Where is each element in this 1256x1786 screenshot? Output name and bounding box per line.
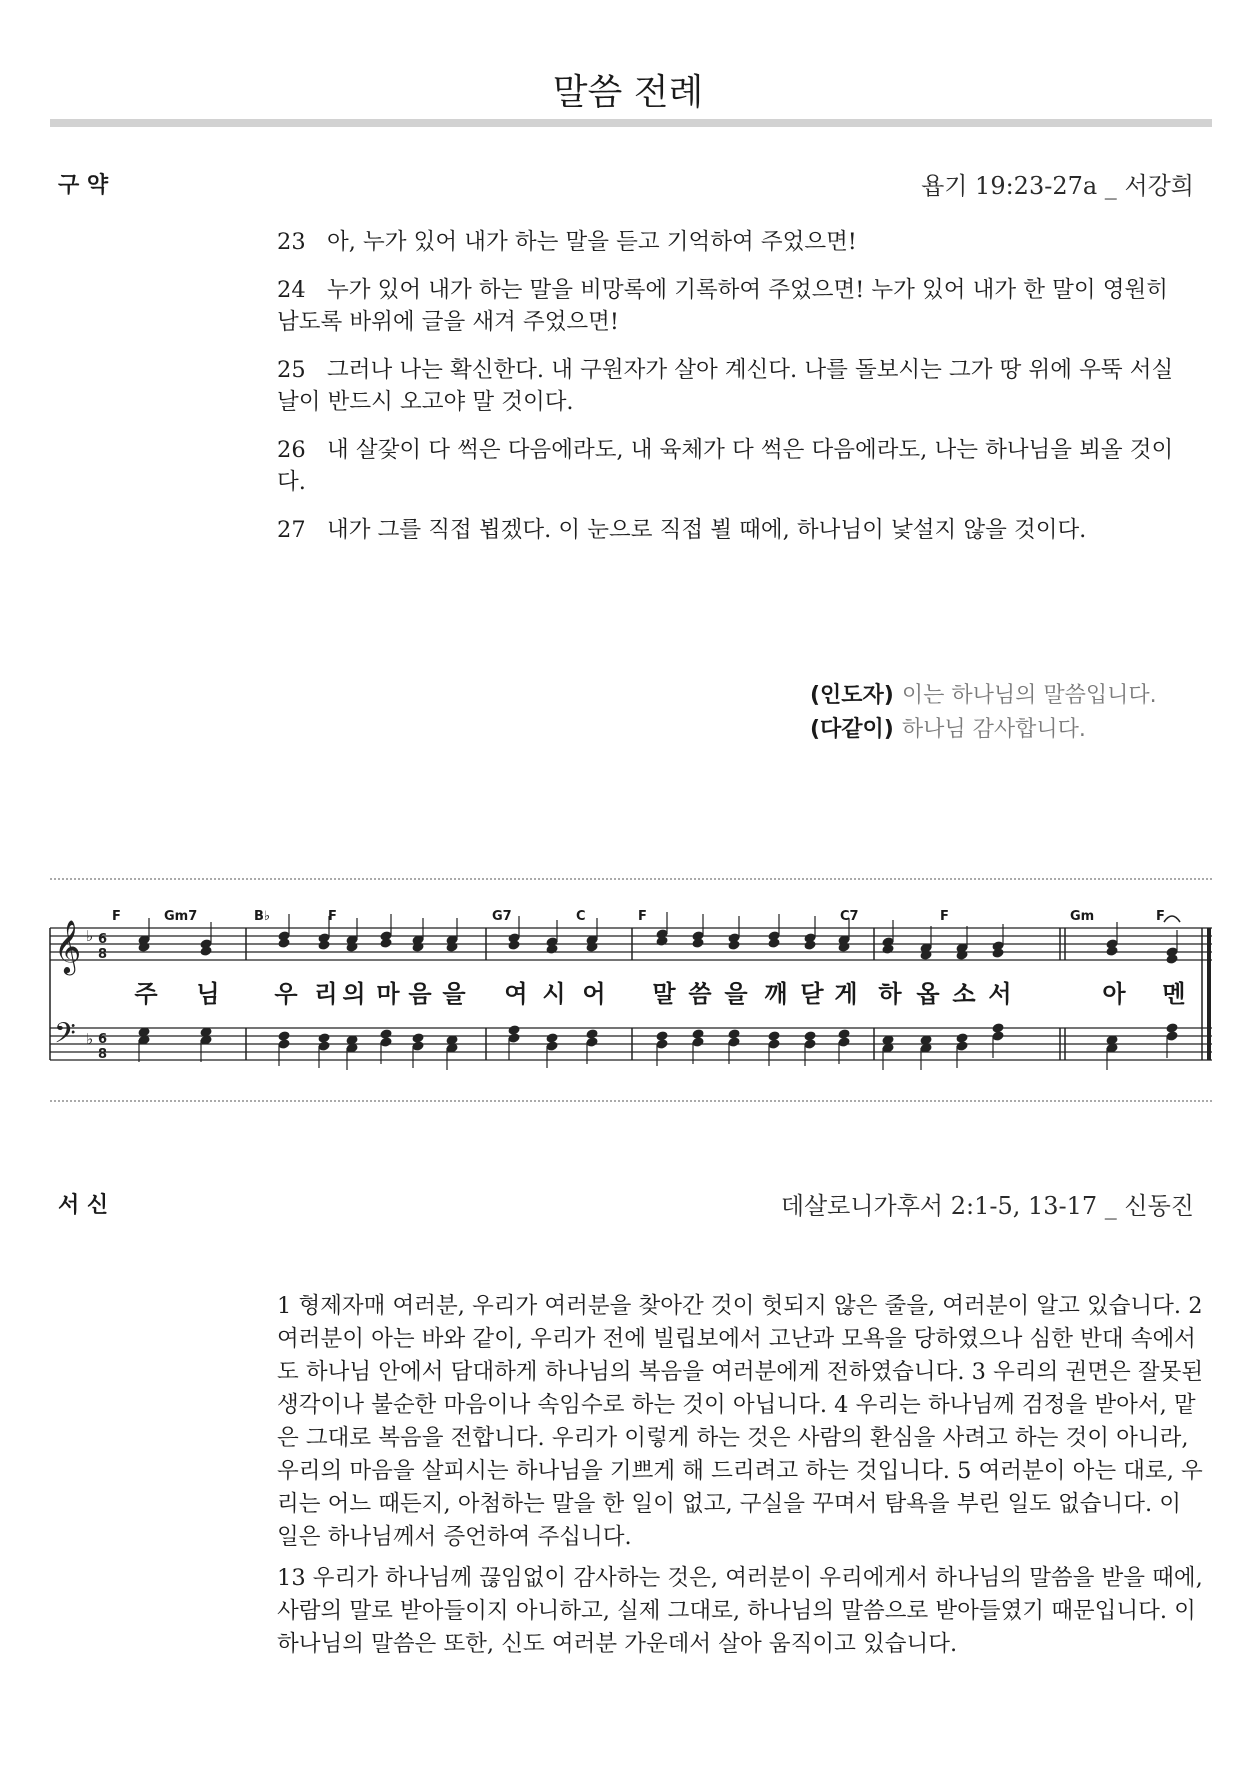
lyric-syllable: 여 <box>504 980 528 1008</box>
bass-key-signature-icon: ♭ <box>86 1030 94 1048</box>
lyric-syllable: 음 <box>408 980 432 1008</box>
chord-symbol: F <box>638 909 647 924</box>
dotted-divider <box>50 1100 1212 1102</box>
lyric-syllable: 주 <box>134 980 158 1008</box>
note-head <box>278 1031 290 1041</box>
verse <box>277 514 1193 546</box>
lyric-syllable: 을 <box>724 980 748 1008</box>
svg-text:8: 8 <box>98 947 108 962</box>
lyric-syllable: 시 <box>542 980 566 1008</box>
lyric-syllable: 말 <box>652 980 676 1008</box>
note-head <box>318 1041 330 1051</box>
chord-symbol: Gm <box>1070 909 1095 924</box>
verse-number: 25 <box>277 357 306 383</box>
title-divider <box>50 119 1212 127</box>
barlines <box>50 928 1209 1060</box>
lyric-syllable: 어 <box>582 980 606 1008</box>
leader-response <box>810 678 1157 709</box>
verse-text: 아, 누가 있어 내가 하는 말을 듣고 기억하여 주었으면! <box>327 229 857 255</box>
verse-text: 그러나 나는 확신한다. 내 구원자가 살아 계신다. 나를 돌보시는 그가 땅 위에 우뚝 서실 날이 반드시 오고야 말 것이다. <box>277 357 1174 415</box>
verse-number: 27 <box>277 517 306 543</box>
page-title: 말씀 전례 <box>552 72 704 113</box>
verse-number: 26 <box>277 437 306 463</box>
verse-number: 23 <box>277 229 306 255</box>
epistle-reference: 데살로니가후서 2:1-5, 13-17 _ 신동진 <box>780 1192 1194 1220</box>
old-testament-verses <box>277 226 1193 562</box>
chord-symbol: G7 <box>492 909 512 924</box>
music-score <box>46 898 1222 1088</box>
verse-text: 누가 있어 내가 하는 말을 비망록에 기록하여 주었으면! 누가 있어 내가 한 말이 영원히 남도록 바위에 글을 새겨 주었으면! <box>277 277 1169 335</box>
congregation-label: (다같이) <box>810 717 894 742</box>
note-head <box>728 1029 740 1039</box>
verse <box>277 354 1193 418</box>
note-head <box>412 1033 424 1043</box>
note-head <box>1166 1031 1178 1041</box>
treble-key-signature-icon: ♭ <box>86 927 94 945</box>
note-head <box>380 1029 392 1039</box>
svg-text:6: 6 <box>98 932 108 947</box>
note-head <box>1166 1023 1178 1033</box>
dotted-divider <box>50 878 1212 880</box>
treble-clef-icon: 𝄞 <box>54 919 82 973</box>
fermata-icon <box>1164 916 1180 922</box>
leader-text: 이는 하나님의 말씀입니다. <box>901 683 1157 708</box>
note-head <box>768 1031 780 1041</box>
congregation-text: 하나님 감사합니다. <box>901 717 1086 742</box>
note-head <box>838 1029 850 1039</box>
note-head <box>838 1037 850 1047</box>
chord-symbols <box>112 909 1165 924</box>
old-testament-label: 구 약 <box>58 173 109 198</box>
note-head <box>508 1025 520 1035</box>
chord-symbol: F <box>1156 909 1165 924</box>
note-head <box>956 1033 968 1043</box>
verse <box>277 434 1193 498</box>
lyric-syllable: 의 <box>342 980 366 1008</box>
lyric-syllable: 서 <box>988 980 1012 1008</box>
note-head <box>728 1037 740 1047</box>
lyric-syllable: 님 <box>196 980 220 1008</box>
congregation-response <box>810 712 1086 743</box>
lyric-syllable: 마 <box>376 980 400 1008</box>
note-head <box>992 1031 1004 1041</box>
lyric-syllable: 우 <box>274 980 298 1008</box>
lyric-syllable: 깨 <box>764 980 788 1008</box>
old-testament-reference: 욥기 19:23-27a _ 서강희 <box>921 172 1194 200</box>
bass-clef-icon: 𝄢 <box>54 1017 76 1057</box>
lyric-syllable: 하 <box>878 980 902 1008</box>
bass-notes <box>138 1023 1178 1070</box>
lyric-syllable: 씀 <box>688 980 712 1008</box>
lyric-syllable: 게 <box>834 980 858 1008</box>
chord-symbol: F <box>940 909 949 924</box>
note-head <box>992 1023 1004 1033</box>
note-head <box>692 1037 704 1047</box>
note-head <box>656 1039 668 1049</box>
chord-symbol: Gm7 <box>164 909 198 924</box>
note-head <box>586 1029 598 1039</box>
lyric-syllable: 리 <box>314 980 338 1008</box>
note-head <box>956 1041 968 1051</box>
lyric-syllable: 멘 <box>1162 980 1186 1008</box>
lyrics-line <box>134 980 1185 1008</box>
chord-symbol: C7 <box>840 909 859 924</box>
note-head <box>768 1039 780 1049</box>
chord-symbol: B♭ <box>254 909 271 924</box>
verse-text: 내가 그를 직접 뵙겠다. 이 눈으로 직접 뵐 때에, 하나님이 낯설지 않을 것이다. <box>327 517 1087 543</box>
chord-symbol: F <box>112 909 121 924</box>
verse <box>277 274 1193 338</box>
svg-text:8: 8 <box>98 1047 108 1062</box>
chord-symbol: F <box>328 909 337 924</box>
lyric-syllable: 옵 <box>916 980 940 1008</box>
note-head <box>380 1037 392 1047</box>
epistle-text <box>277 1290 1207 1669</box>
epistle-label: 서 신 <box>58 1193 109 1218</box>
note-head <box>278 1039 290 1049</box>
note-head <box>692 1029 704 1039</box>
treble-notes <box>138 912 1180 964</box>
epistle-paragraph: 1 형제자매 여러분, 우리가 여러분을 찾아간 것이 헛되지 않은 줄을, 여러분이 알고 있습니다. 2 여러분이 아는 바와 같이, 우리가 전에 빌립보에서 고난과 모욕을 당하였으나 심한 반대 속에서도 하나님 안에서 담대하게 하나님의 복음을 여러분에게 전하였습니다. 3 우리의 권면은 잘못된 생각이나 불순한 마음이나 속임수로 하는 것이 아닙니다. 4 우리는 하나님께 검정을 받아서, 맡은 그대로 복음을 전합니다. 우리가 이렇게 하는 것은 사람의 환심을 사려고 하는 것이 아니라, 우리의 마음을 살피시는 하나님을 기쁘게 해 드리려고 하는 것입니다. 5 여러분이 아는 대로, 우리는 어느 때든지, 아첨하는 말을 한 일이 없고, 구실을 꾸며서 탐욕을 부린 일도 없습니다. 이 일은 하나님께서 증언하여 주십니다. <box>277 1293 1204 1550</box>
note-head <box>412 1041 424 1051</box>
verse-text: 내 살갗이 다 썩은 다음에라도, 내 육체가 다 썩은 다음에라도, 나는 하나님을 뵈올 것이다. <box>277 437 1174 495</box>
lyric-syllable: 닫 <box>800 980 824 1008</box>
verse-number: 24 <box>277 277 306 303</box>
time-signature-icon <box>98 932 107 1062</box>
lyric-syllable: 아 <box>1102 980 1126 1008</box>
note-head <box>656 1031 668 1041</box>
note-head <box>546 1033 558 1043</box>
note-head <box>804 1039 816 1049</box>
svg-text:6: 6 <box>98 1032 108 1047</box>
bass-staff <box>50 1028 1212 1060</box>
note-head <box>546 1041 558 1051</box>
lyric-syllable: 소 <box>952 980 976 1008</box>
epistle-paragraph: 13 우리가 하나님께 끊임없이 감사하는 것은, 여러분이 우리에게서 하나님의 말씀을 받을 때에, 사람의 말로 받아들이지 아니하고, 실제 그대로, 하나님의 말씀으로 받아들였기 때문입니다. 이 하나님의 말씀은 또한, 신도 여러분 가운데서 살아 움직이고 있습니다. <box>277 1565 1203 1657</box>
note-head <box>508 1033 520 1043</box>
chord-symbol: C <box>576 909 586 924</box>
note-head <box>318 1033 330 1043</box>
leader-label: (인도자) <box>810 683 894 708</box>
treble-staff <box>50 928 1212 960</box>
note-head <box>804 1031 816 1041</box>
verse <box>277 226 1193 258</box>
note-head <box>586 1037 598 1047</box>
lyric-syllable: 을 <box>442 980 466 1008</box>
